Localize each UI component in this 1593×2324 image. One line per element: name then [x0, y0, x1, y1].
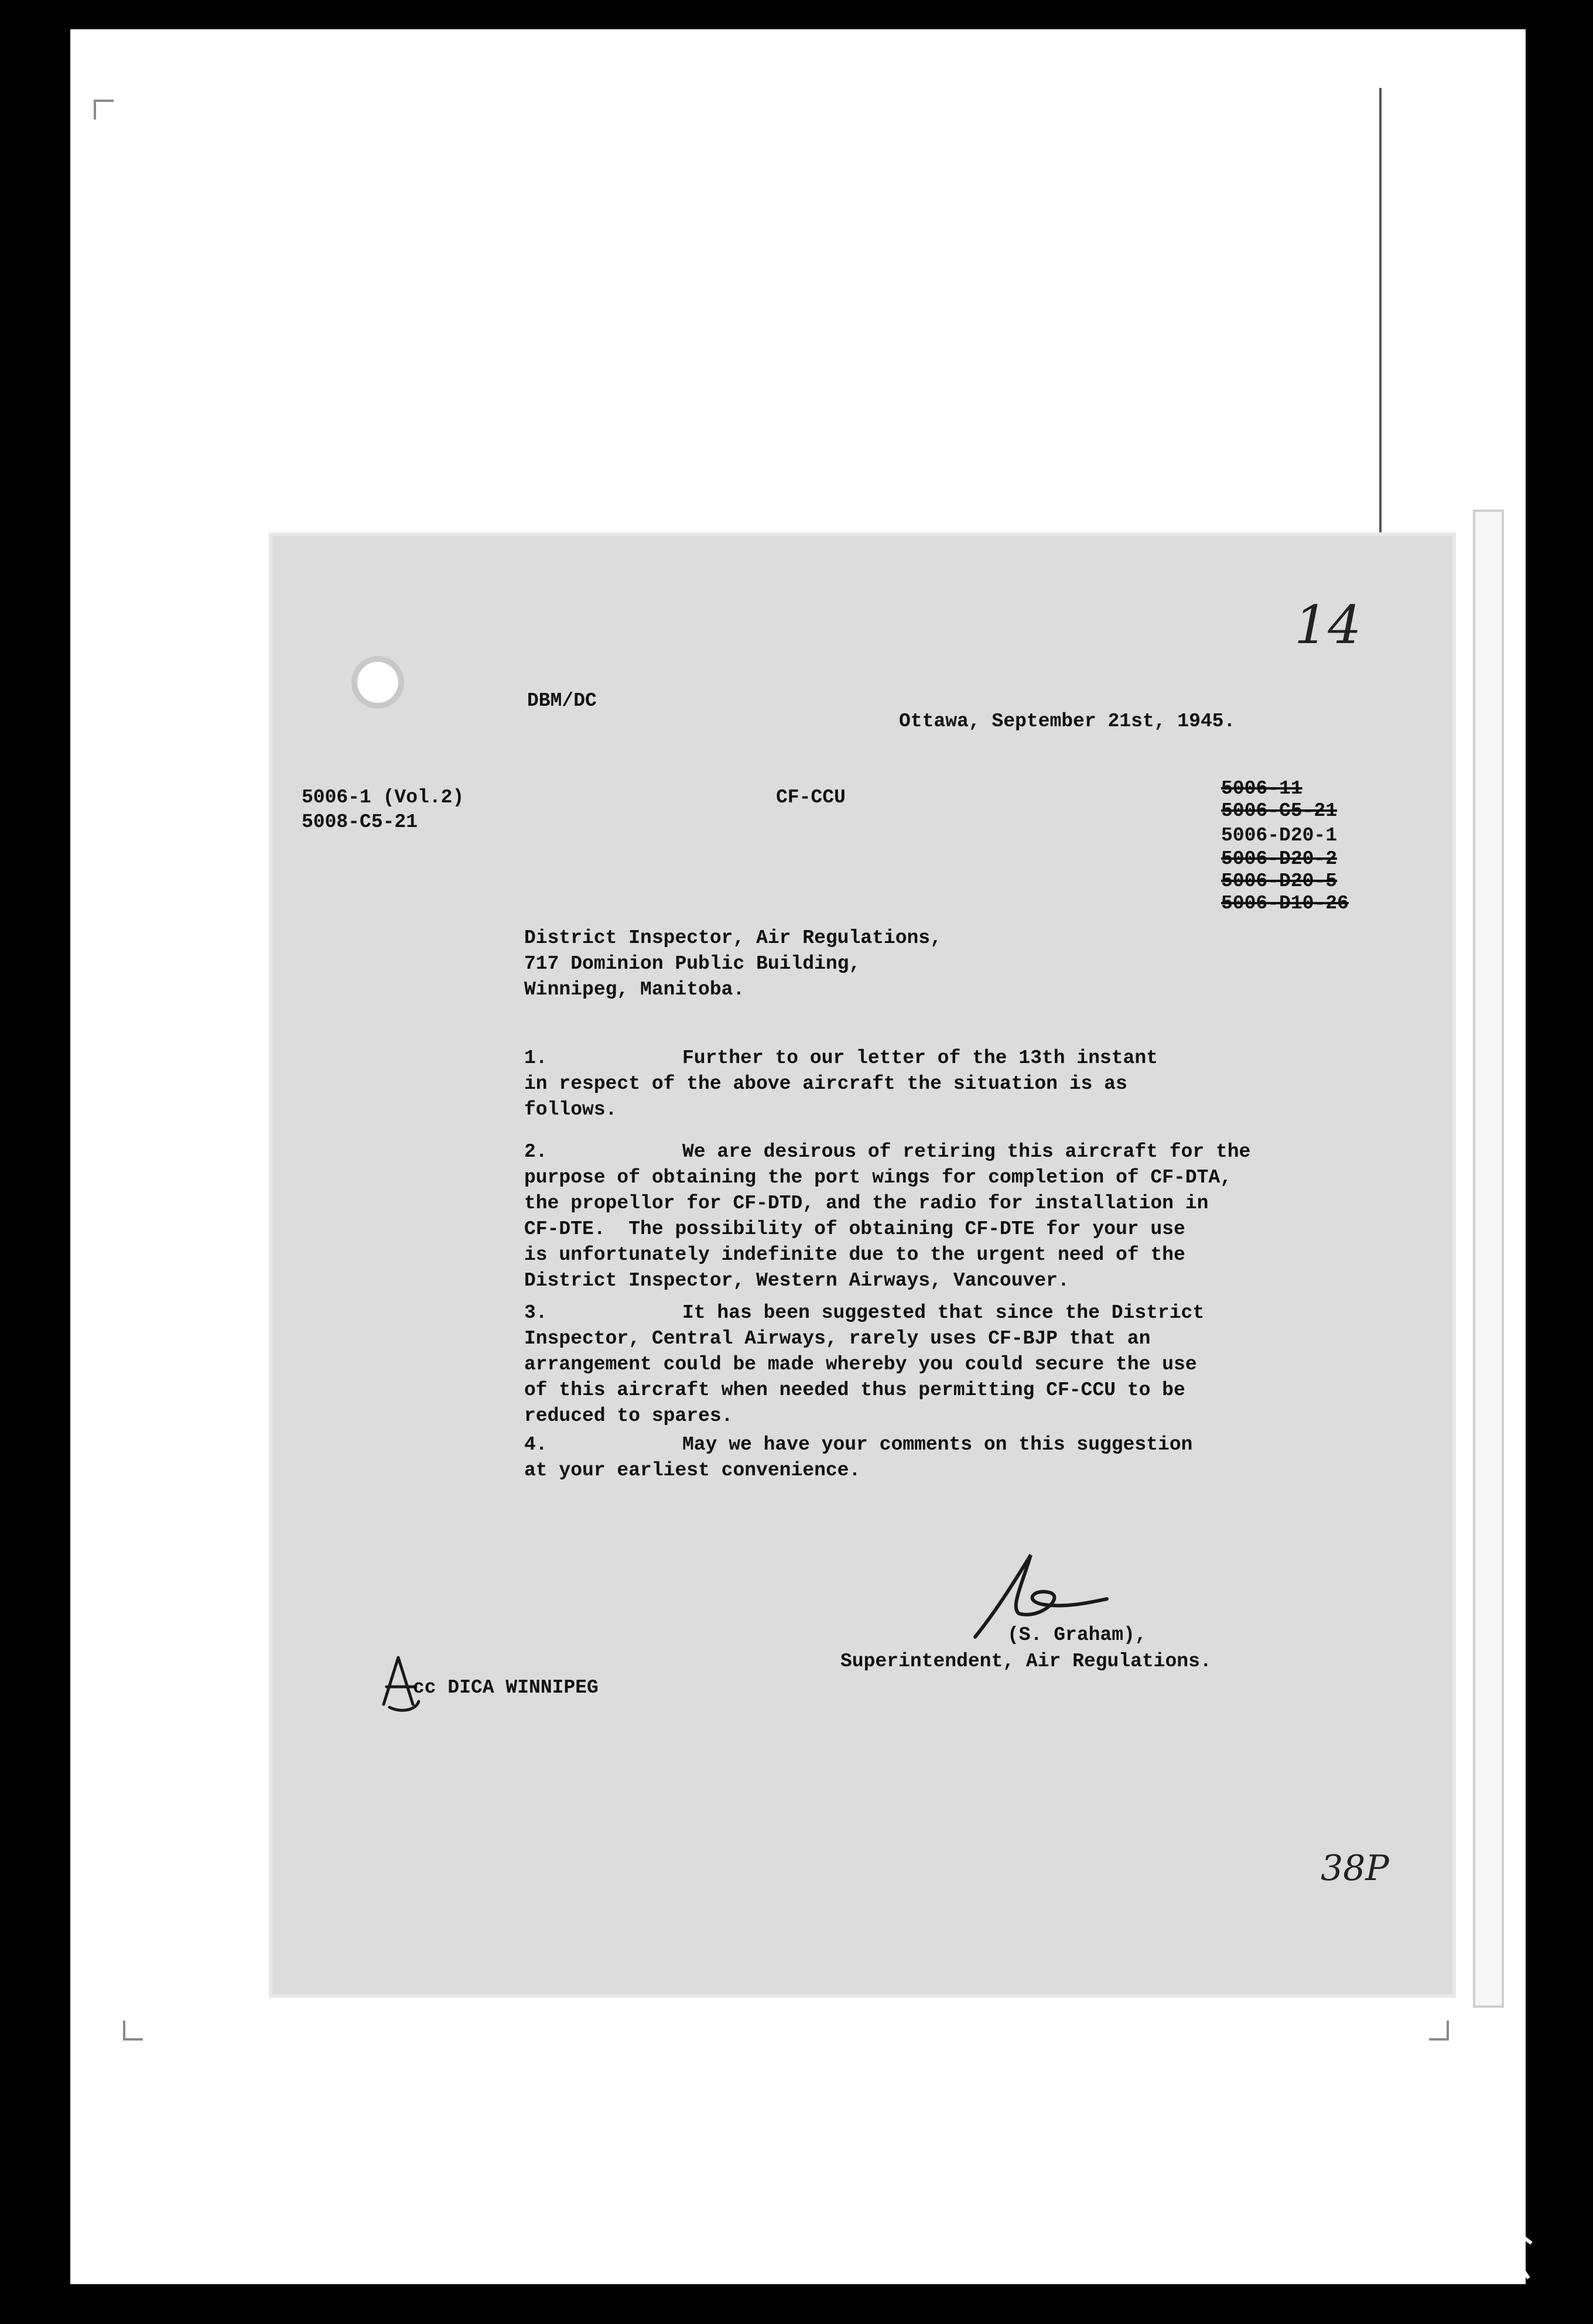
paragraph-number: 3.: [524, 1302, 548, 1324]
film-edge-strip: [1473, 510, 1504, 2008]
addressee-line: Winnipeg, Manitoba.: [524, 979, 745, 1000]
file-number-right-struck: 5006-C5-21: [1221, 800, 1338, 822]
punch-hole: [357, 662, 398, 703]
paragraph-2: [524, 1139, 1250, 1294]
addressee-line: District Inspector, Air Regulations,: [524, 927, 942, 949]
file-number-right-struck: 5006-D10-26: [1221, 893, 1349, 914]
paragraph-1: [524, 1045, 1158, 1123]
handwritten-mark-bottom: 38P: [1321, 1848, 1389, 1889]
file-number-right-struck: 5006-D20-2: [1221, 848, 1338, 870]
file-number-right-struck: 5006-D20-5: [1221, 870, 1338, 892]
paragraph-body: Inspector, Central Airways, rarely uses CF-BJP that an arrangement could be made whereby you could secure the use of this aircraft when needed thus permitting CF-CCU to be reduced to spares.: [524, 1328, 1197, 1427]
paragraph-body: purpose of obtaining the port wings for completion of CF-DTA, the propellor for CF-DTD, and the radio for installation in CF-DTE. The possibility of obtaining CF-DTE for your use is unfortunately indefinite due to the urgent need of the District Inspector, Western Airways, Vancouver.: [524, 1167, 1232, 1291]
file-number-left: 5008-C5-21: [302, 811, 418, 833]
paragraph-first-line: May we have your comments on this suggestion: [682, 1434, 1193, 1455]
signature-name: (S. Graham),: [1007, 1624, 1147, 1646]
date-line: Ottawa, September 21st, 1945.: [899, 710, 1236, 732]
carbon-copy-line: cc DICA WINNIPEG: [413, 1677, 599, 1698]
addressee-line: 717 Dominion Public Building,: [524, 953, 861, 975]
signature-title: Superintendent, Air Regulations.: [840, 1650, 1212, 1672]
paragraph-body: in respect of the above aircraft the situation is as follows.: [524, 1073, 1127, 1120]
crop-mark-bottom-right: [1429, 2021, 1449, 2041]
paragraph-4: [524, 1432, 1192, 1484]
addressee-block: [524, 925, 942, 1003]
file-number-right: 5006-D20-1: [1221, 825, 1338, 846]
paragraph-first-line: It has been suggested that since the District: [682, 1302, 1205, 1324]
file-number-left: 5006-1 (Vol.2): [302, 787, 464, 808]
paragraph-number: 1.: [524, 1047, 548, 1069]
file-number-right-struck: 5006-11: [1221, 778, 1303, 799]
film-edge-scratch: [1406, 2144, 1534, 2290]
paragraph-number: 4.: [524, 1434, 548, 1455]
paragraph-first-line: Further to our letter of the 13th instant: [682, 1047, 1158, 1069]
paragraph-number: 2.: [524, 1141, 548, 1163]
paragraph-first-line: We are desirous of retiring this aircraft for the: [682, 1141, 1251, 1163]
crop-mark-top-left: [94, 100, 114, 119]
subject-reference: CF-CCU: [776, 787, 846, 808]
handwritten-page-number: 14: [1294, 594, 1362, 656]
paragraph-body: at your earliest convenience.: [524, 1460, 861, 1481]
letter-page: [272, 536, 1452, 1994]
initials: DBM/DC: [527, 690, 597, 712]
crop-mark-bottom-left: [123, 2021, 143, 2041]
paragraph-3: [524, 1300, 1204, 1429]
